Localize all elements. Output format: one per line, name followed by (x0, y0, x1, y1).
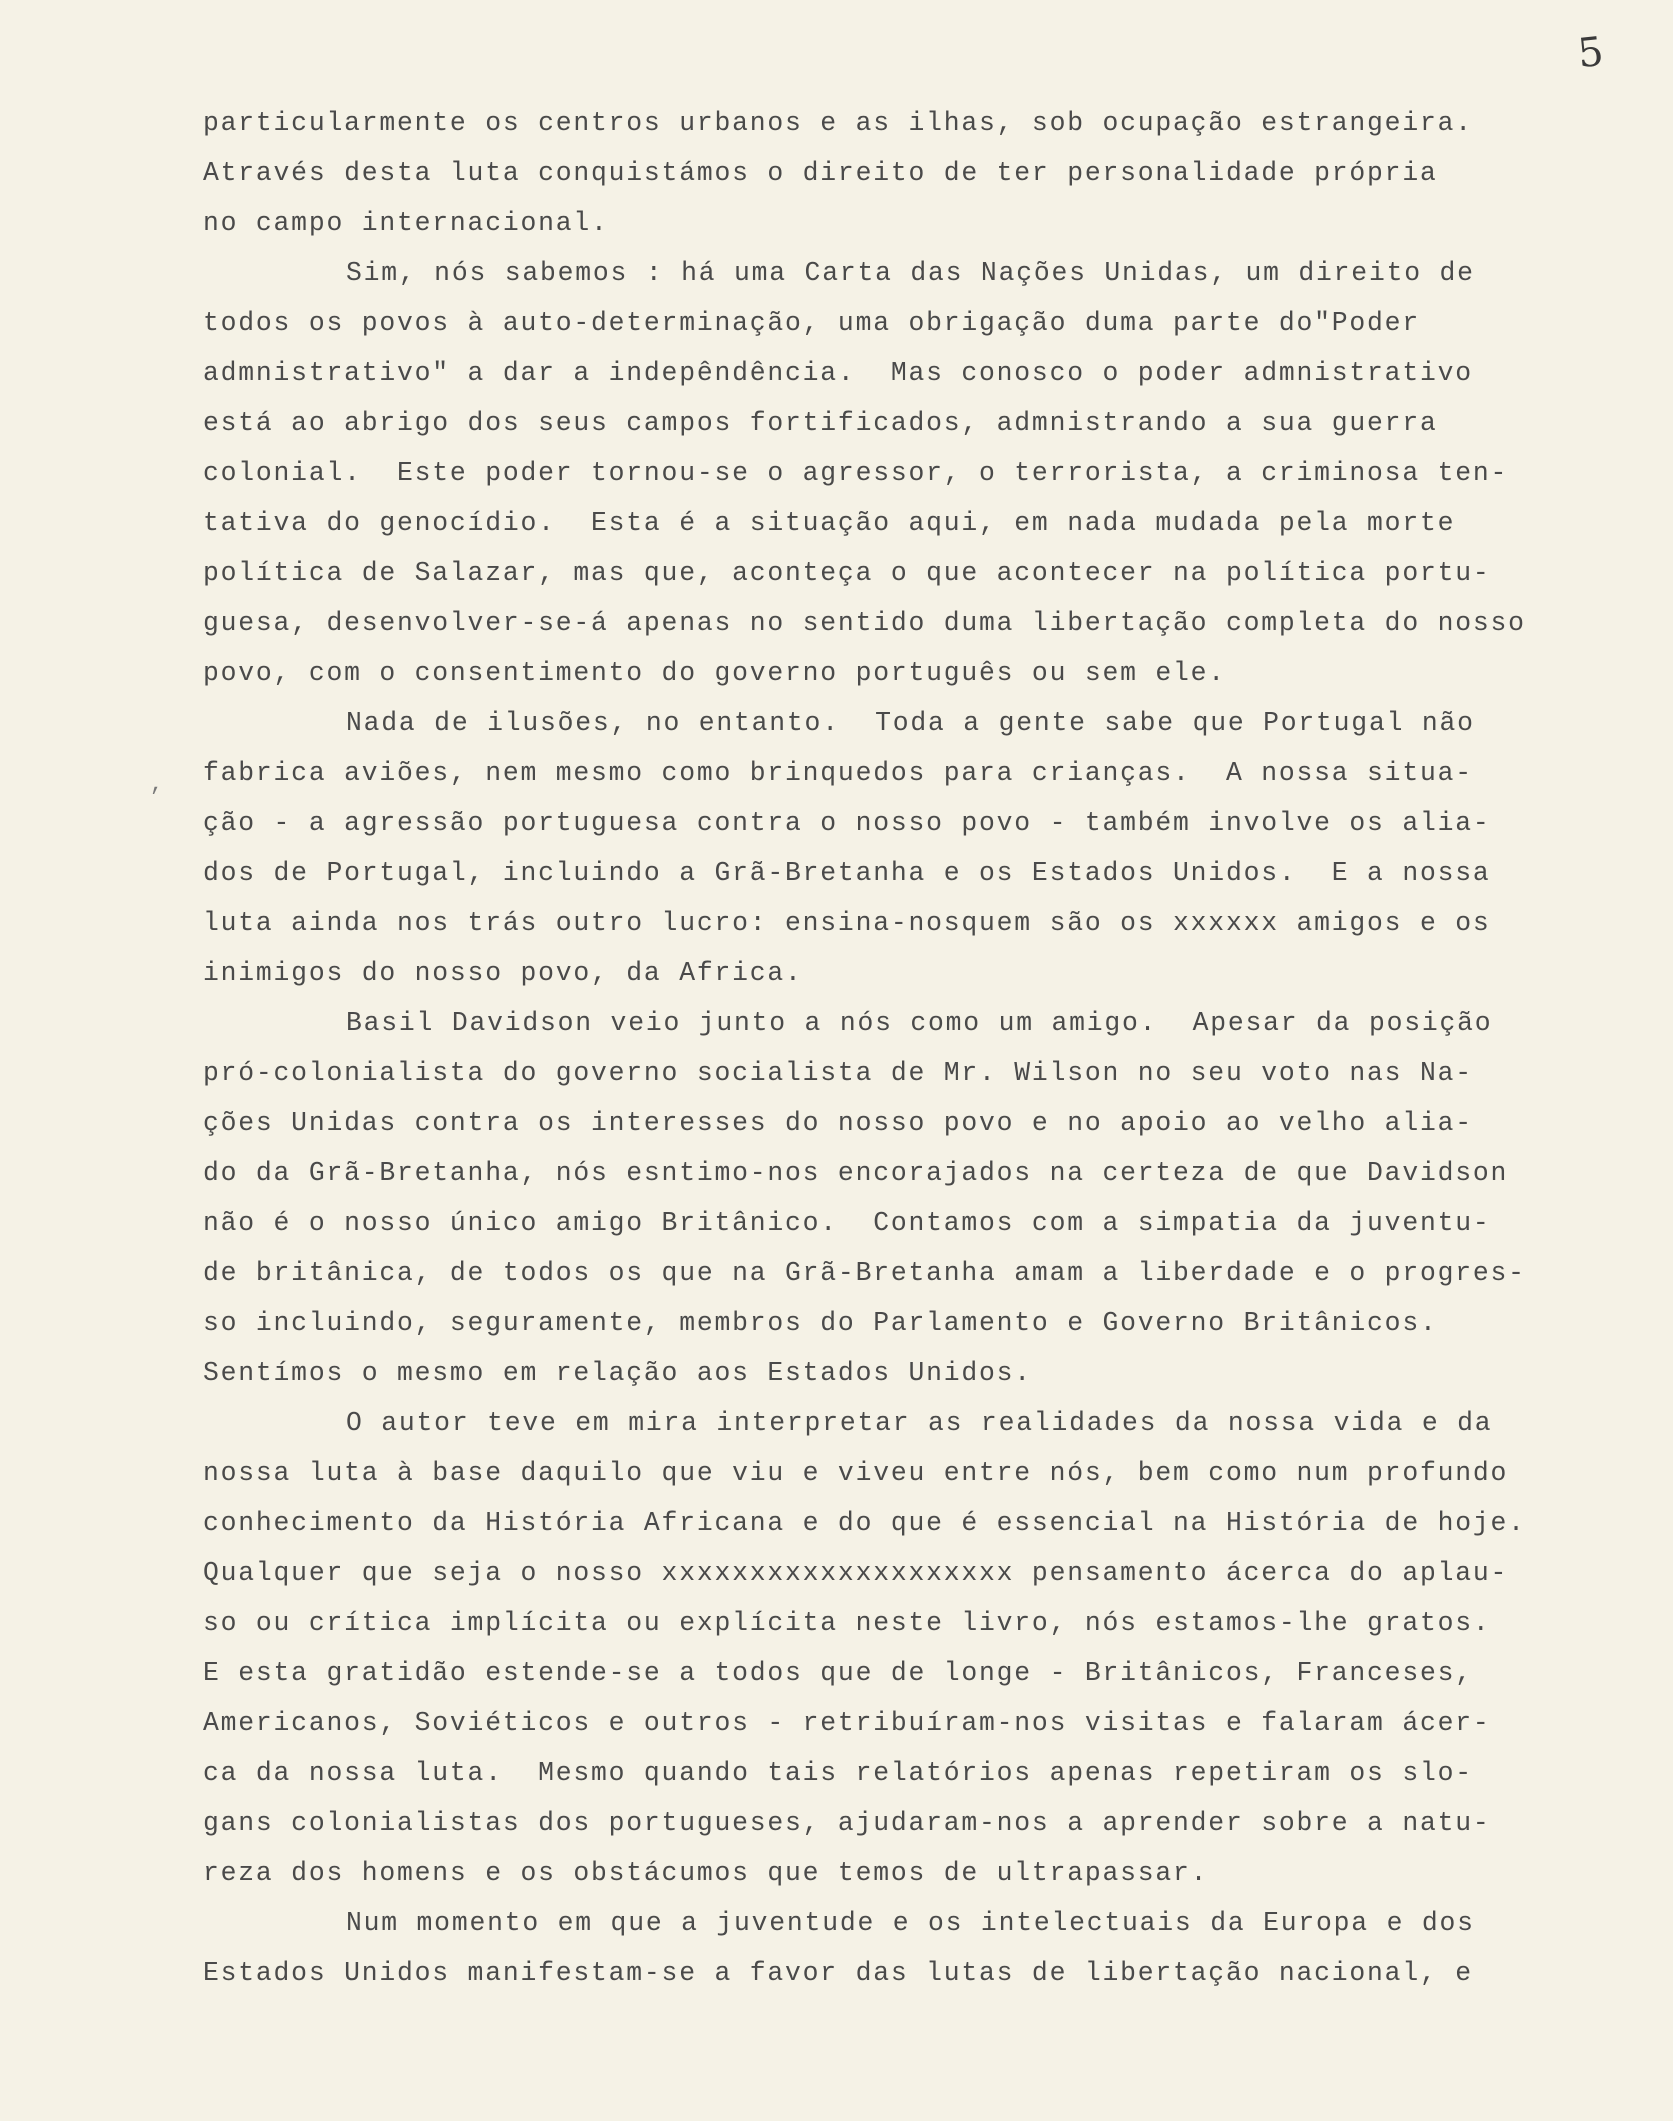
text-line: não é o nosso único amigo Britânico. Contamos com a simpatia da juventu- (203, 1208, 1491, 1238)
text-line: ções Unidas contra os interesses do nosso povo e no apoio ao velho alia- (203, 1108, 1473, 1138)
text-line: luta ainda nos trás outro lucro: ensina-nosquem são os xxxxxx amigos e os (203, 908, 1491, 938)
text-line: gans colonialistas dos portugueses, ajudaram-nos a aprender sobre a natu- (203, 1808, 1491, 1838)
text-line: povo, com o consentimento do governo português ou sem ele. (203, 658, 1226, 688)
text-line: política de Salazar, mas que, aconteça o que acontecer na política portu- (203, 558, 1491, 588)
text-line: tativa do genocídio. Esta é a situação aqui, em nada mudada pela morte (203, 508, 1456, 538)
text-line: Qualquer que seja o nosso xxxxxxxxxxxxxxxxxxxx pensamento ácerca do aplau- (203, 1558, 1509, 1588)
text-line: reza dos homens e os obstácumos que temos de ultrapassar. (203, 1858, 1209, 1888)
text-line: dos de Portugal, incluindo a Grã-Bretanha e os Estados Unidos. E a nossa (203, 858, 1491, 888)
text-line: guesa, desenvolver-se-á apenas no sentido duma libertação completa do nosso (203, 608, 1526, 638)
text-line: O autor teve em mira interpretar as realidades da nossa vida e da (346, 1408, 1493, 1438)
text-line: nossa luta à base daquilo que viu e viveu entre nós, bem como num profundo (203, 1458, 1509, 1488)
text-line: de britânica, de todos os que na Grã-Bretanha amam a liberdade e o progres- (203, 1258, 1526, 1288)
text-line: Americanos, Soviéticos e outros - retribuíram-nos visitas e falaram ácer- (203, 1708, 1491, 1738)
text-line: Estados Unidos manifestam-se a favor das lutas de libertação nacional, e (203, 1958, 1473, 1988)
text-line: Nada de ilusões, no entanto. Toda a gente sabe que Portugal não (346, 708, 1475, 738)
text-line: no campo internacional. (203, 208, 609, 238)
text-line: Basil Davidson veio junto a nós como um amigo. Apesar da posição (346, 1008, 1493, 1038)
text-line: admnistrativo" a dar a indepêndência. Mas conosco o poder admnistrativo (203, 358, 1473, 388)
text-line: so incluindo, seguramente, membros do Parlamento e Governo Britânicos. (203, 1308, 1438, 1338)
text-line: Através desta luta conquistámos o direito de ter personalidade própria (203, 158, 1438, 188)
text-line: inimigos do nosso povo, da Africa. (203, 958, 803, 988)
text-line: ção - a agressão portuguesa contra o nosso povo - também involve os alia- (203, 808, 1491, 838)
text-line: está ao abrigo dos seus campos fortificados, admnistrando a sua guerra (203, 408, 1438, 438)
text-line: fabrica aviões, nem mesmo como brinquedos para crianças. A nossa situa- (203, 758, 1473, 788)
text-line: pró-colonialista do governo socialista de Mr. Wilson no seu voto nas Na- (203, 1058, 1473, 1088)
text-line: particularmente os centros urbanos e as ilhas, sob ocupação estrangeira. (203, 108, 1473, 138)
page-number: 5 (1575, 28, 1606, 78)
text-line: Num momento em que a juventude e os intelectuais da Europa e dos (346, 1908, 1475, 1938)
text-line: ca da nossa luta. Mesmo quando tais relatórios apenas repetiram os slo- (203, 1758, 1473, 1788)
text-line: do da Grã-Bretanha, nós esntimo-nos encorajados na certeza de que Davidson (203, 1158, 1509, 1188)
text-line: colonial. Este poder tornou-se o agressor, o terrorista, a criminosa ten- (203, 458, 1509, 488)
text-line: Sim, nós sabemos : há uma Carta das Nações Unidas, um direito de (346, 258, 1475, 288)
text-line: conhecimento da História Africana e do que é essencial na História de hoje. (203, 1508, 1526, 1538)
text-line: todos os povos à auto-determinação, uma obrigação duma parte do"Poder (203, 308, 1420, 338)
stray-mark: , (150, 772, 164, 797)
text-line: so ou crítica implícita ou explícita neste livro, nós estamos-lhe gratos. (203, 1608, 1491, 1638)
text-line: E esta gratidão estende-se a todos que de longe - Britânicos, Franceses, (203, 1658, 1473, 1688)
typewritten-text-body (203, 98, 1643, 1998)
text-line: Sentímos o mesmo em relação aos Estados Unidos. (203, 1358, 1032, 1388)
